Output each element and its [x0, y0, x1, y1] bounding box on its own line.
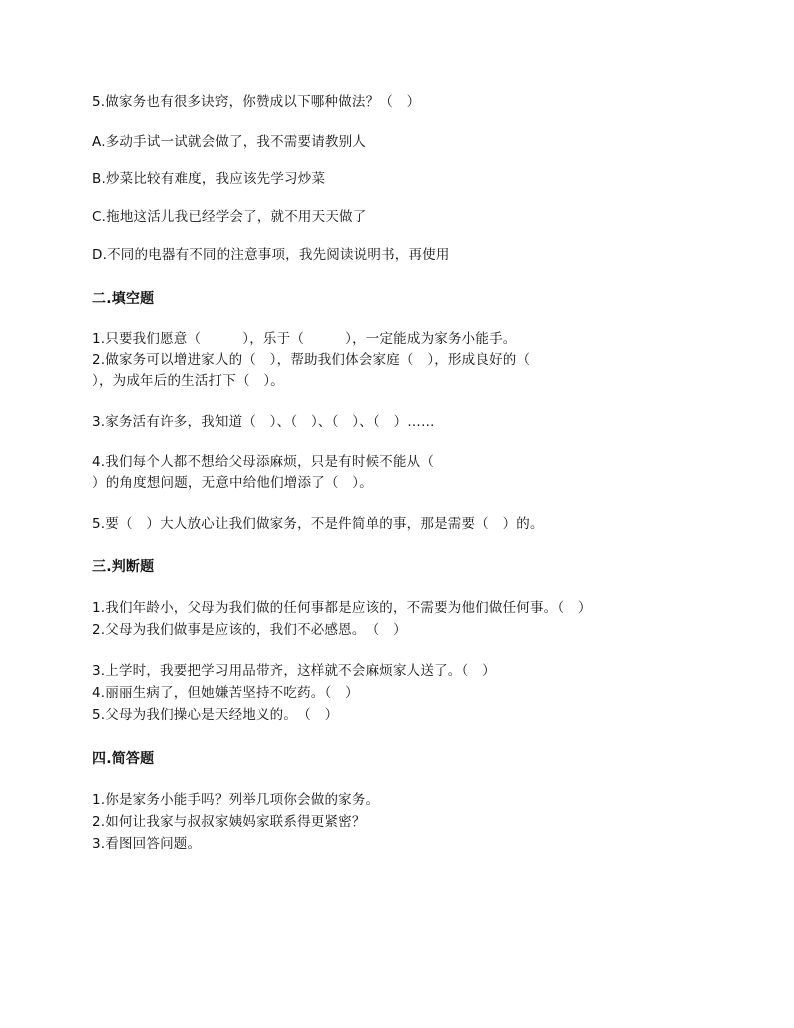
fill-question-4-line-2: ）的角度想问题，无意中给他们增添了（ ）。 — [92, 475, 373, 491]
section-heading: 三.判断题 — [92, 559, 155, 575]
short-question-2: 2.如何让我家与叔叔家姨妈家联系得更紧密？ — [92, 814, 366, 830]
option-c: C.拖地这活儿我已经学会了，就不用天天做了 — [92, 209, 367, 225]
fill-question-4-line-1: 4.我们每个人都不想给父母添麻烦，只是有时候不能从（ — [92, 454, 435, 470]
short-question-3: 3.看图回答问题。 — [92, 836, 202, 852]
fill-question-2-line-2: ），为成年后的生活打下（ ）。 — [92, 373, 284, 389]
fill-question-2-line-1: 2.做家务可以增进家人的（ ），帮助我们体会家庭（ ），形成良好的（ — [92, 352, 531, 368]
option-b: B.炒菜比较有难度，我应该先学习炒菜 — [92, 171, 326, 187]
judge-question-2: 2.父母为我们做事是应该的，我们不必感恩。 （ ） — [92, 622, 407, 638]
option-a: A.多动手试一试就会做了，我不需要请教别人 — [92, 134, 366, 150]
judge-question-1: 1.我们年龄小，父母为我们做的任何事都是应该的，不需要为他们做任何事。（ ） — [92, 600, 592, 616]
judge-question-5: 5.父母为我们操心是天经地义的。 （ ） — [92, 707, 339, 723]
fill-question-5: 5.要（ ）大人放心让我们做家务，不是件简单的事，那是需要（ ）的。 — [92, 516, 544, 532]
fill-question-3: 3.家务活有许多，我知道（ ）、（ ）、（ ）、（ ）…… — [92, 414, 435, 430]
question-text: 5.做家务也有很多诀窍，你赞成以下哪种做法？（ ） — [92, 94, 421, 110]
section-heading: 四.简答题 — [92, 751, 155, 767]
option-d: D.不同的电器有不同的注意事项，我先阅读说明书，再使用 — [92, 247, 450, 263]
judge-question-4: 4.丽丽生病了，但她嫌苦坚持不吃药。（ ） — [92, 685, 359, 701]
fill-question-1: 1.只要我们愿意（ ），乐于（ ），一定能成为家务小能手。 — [92, 331, 517, 347]
section-heading: 二.填空题 — [92, 291, 155, 307]
judge-question-3: 3.上学时，我要把学习用品带齐，这样就不会麻烦家人送了。（ ） — [92, 663, 496, 679]
short-question-1: 1.你是家务小能手吗？列举几项你会做的家务。 — [92, 792, 380, 808]
